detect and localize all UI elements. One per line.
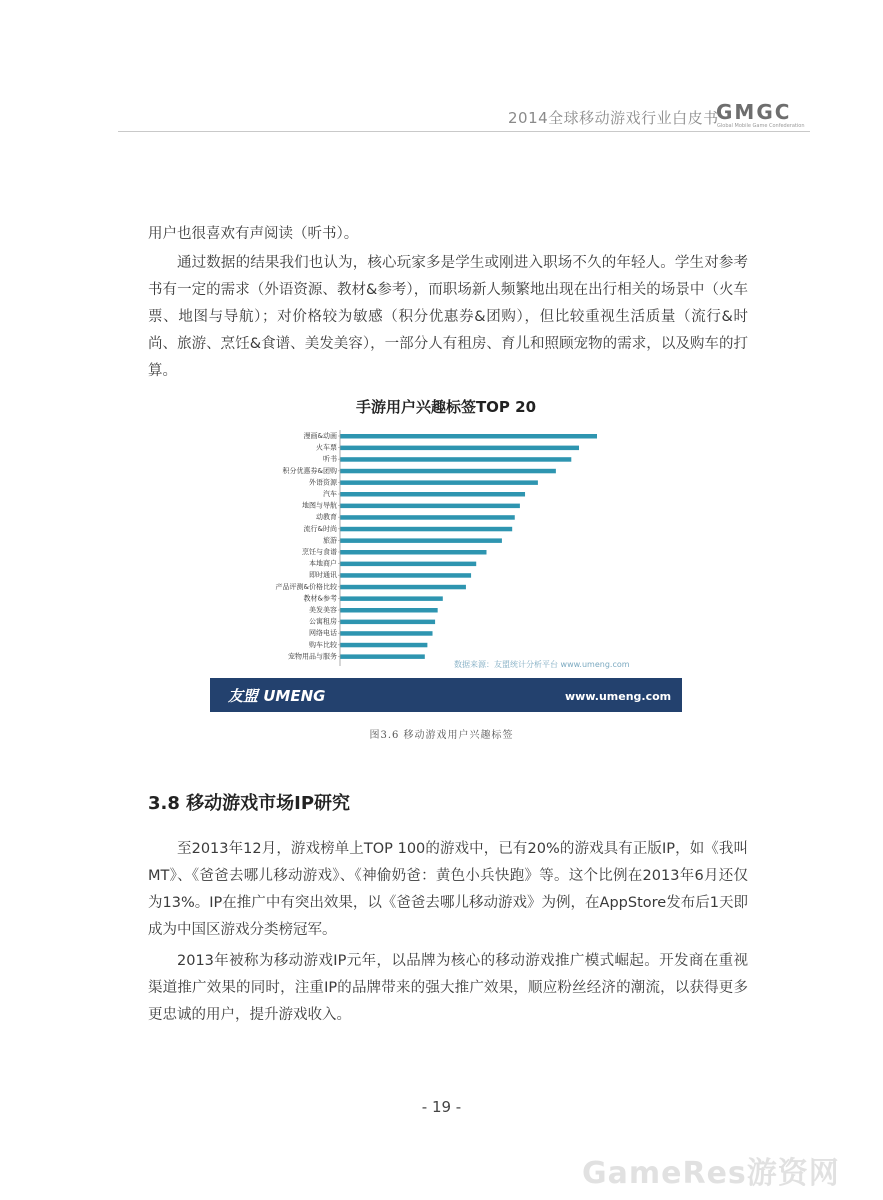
document-header-title: 2014全球移动游戏行业白皮书	[508, 109, 719, 127]
chart-bar	[340, 515, 515, 520]
chart-category-label: 本地商户	[309, 559, 337, 568]
chart-title: 手游用户兴趣标签TOP 20	[355, 398, 537, 416]
gmgc-logo-text: GMGC	[716, 101, 792, 124]
interest-tags-chart	[210, 390, 682, 712]
section-paragraph-2: 2013年被称为移动游戏IP元年，以品牌为核心的移动游戏推广模式崛起。开发商在重视渠道推广效果的同时，注重IP的品牌带来的强大推广效果，顺应粉丝经济的潮流，以获得更多更忠诚的用户，提升游戏收入。	[148, 953, 748, 1023]
chart-bar	[340, 457, 571, 462]
chart-category-label: 外语资源	[309, 478, 337, 487]
section-paragraph-1: 至2013年12月，游戏榜单上TOP 100的游戏中，已有20%的游戏具有正版IP，如《我叫MT》、《爸爸去哪儿移动游戏》、《神偷奶爸：黄色小兵快跑》等。这个比例在2013年6月还仅为13%。IP在推广中有突出效果，以《爸爸去哪儿移动游戏》为例，在AppStore发布后1天即成为中国区游戏分类榜冠军。	[148, 841, 748, 938]
chart-bar	[340, 585, 466, 590]
chart-bar	[340, 480, 538, 485]
chart-source-note: 数据来源：友盟统计分析平台 www.umeng.com	[454, 660, 630, 669]
chart-category-label: 汽车	[323, 490, 337, 498]
chart-category-label: 教材&参考	[303, 594, 337, 603]
chart-bar	[340, 446, 579, 451]
section-heading: 3.8 移动游戏市场IP研究	[148, 793, 351, 814]
chart-category-label: 网络电话	[309, 629, 337, 638]
chart-category-label: 动教育	[316, 513, 337, 522]
page-number: - 19 -	[421, 1098, 462, 1116]
chart-bar	[340, 550, 486, 555]
chart-category-label: 宠物用品与服务	[288, 652, 337, 661]
chart-bar	[340, 504, 520, 509]
chart-category-label: 旅游	[323, 536, 337, 545]
gmgc-logo	[716, 101, 812, 129]
chart-category-label: 漫画&动画	[303, 432, 337, 440]
chart-bar	[340, 434, 597, 439]
figure-caption: 图3.6 移动游戏用户兴趣标签	[369, 730, 514, 741]
watermark: GameRes游资网	[582, 1156, 840, 1191]
chart-canvas	[210, 390, 682, 712]
chart-category-label: 烹饪与食谱	[302, 548, 337, 556]
chart-category-label: 产品评测&价格比较	[275, 582, 337, 591]
chart-bar	[340, 620, 435, 625]
chart-category-label: 地图与导航	[302, 501, 337, 510]
chart-bar	[340, 608, 438, 613]
chart-category-label: 美发美容	[309, 606, 337, 614]
chart-category-label: 流行&时尚	[303, 524, 337, 533]
chart-bar	[340, 527, 512, 532]
chart-category-label: 即时通讯	[309, 571, 337, 580]
umeng-banner-url: www.umeng.com	[565, 690, 672, 703]
chart-bar	[340, 492, 525, 497]
body-paragraph-1: 用户也很喜欢有声阅读（听书）。	[148, 226, 359, 242]
chart-bar	[340, 654, 425, 659]
chart-bar	[340, 562, 476, 567]
chart-category-label: 购车比较	[309, 640, 337, 649]
chart-category-label: 听书	[323, 455, 337, 464]
gmgc-logo-subtext: Global Mobile Game Confederation	[717, 123, 805, 129]
chart-category-label: 积分优惠券&团购	[282, 466, 337, 475]
header-divider	[118, 131, 810, 132]
chart-bar	[340, 643, 427, 648]
chart-category-label: 火车票	[316, 443, 337, 452]
chart-bar	[340, 596, 443, 601]
chart-bar	[340, 573, 471, 578]
chart-bar	[340, 469, 556, 474]
umeng-brand-logo: 友盟 UMENG	[228, 687, 326, 705]
body-paragraph-2: 通过数据的结果我们也认为，核心玩家多是学生或刚进入职场不久的年轻人。学生对参考书有一定的需求（外语资源、教材&参考），而职场新人频繁地出现在出行相关的场景中（火车票、地图与导航）；对价格较为敏感（积分优惠券&团购），但比较重视生活质量（流行&时尚、旅游、烹饪&食谱、美发美容），一部分人有租房、育儿和照顾宠物的需求，以及购车的打算。	[148, 255, 748, 379]
chart-bar	[340, 631, 433, 636]
chart-bar	[340, 538, 502, 543]
chart-category-label: 公寓租房	[309, 617, 337, 626]
